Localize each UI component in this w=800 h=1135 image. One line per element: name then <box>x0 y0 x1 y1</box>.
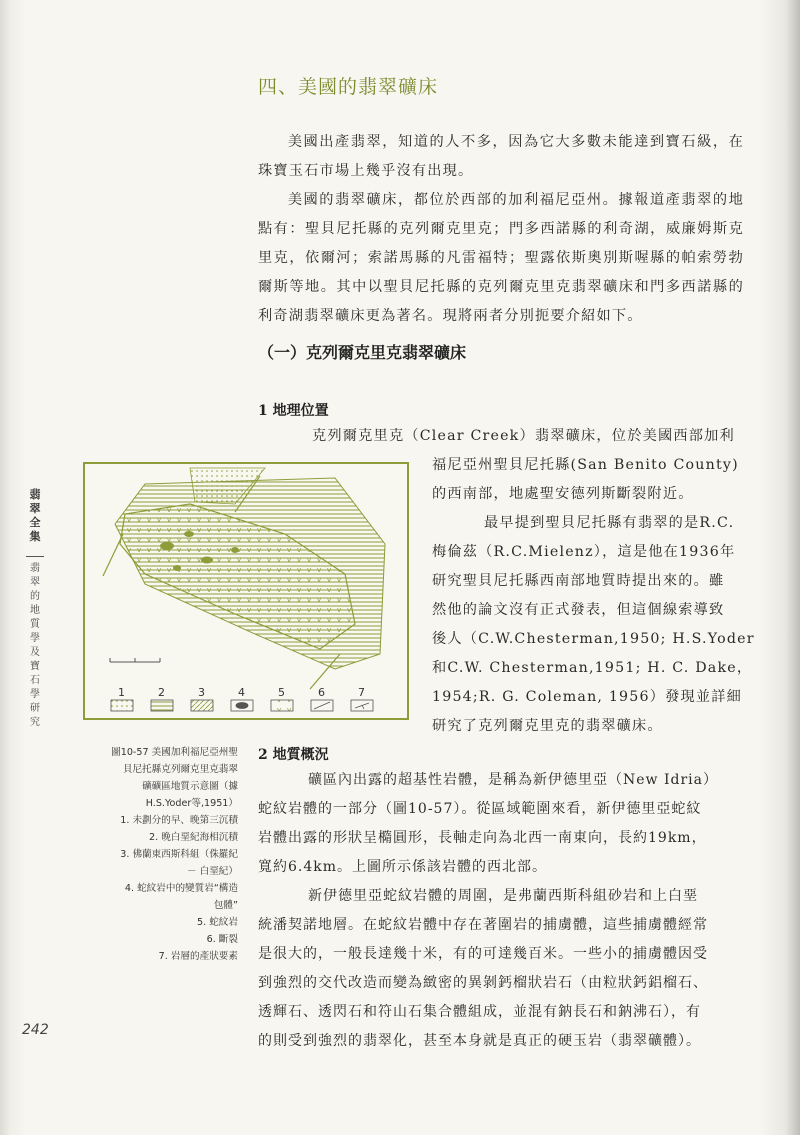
text-line: 到強烈的交代改造而變為緻密的異剝鈣榴狀岩石（由粒狀鈣鋁榴石、 <box>258 975 708 991</box>
caption-line: 2. 晚白堊紀海相沉積 <box>149 832 238 843</box>
legend <box>111 700 373 711</box>
text-line: 最早提到聖貝尼托縣有翡翠的是R.C. <box>484 515 735 531</box>
caption-line: 1. 未劃分的早、晚第三沉積 <box>120 815 238 826</box>
caption-line: 4. 蛇紋岩中的變質岩“構造 <box>124 883 238 894</box>
page-number: 242 <box>22 1022 49 1038</box>
caption-line: 6. 斷裂 <box>206 934 238 945</box>
caption-line: 5. 蛇紋岩 <box>197 917 238 928</box>
legend-label-7: 7 <box>358 686 365 699</box>
side-book-title: 翡翠全集 <box>29 488 41 543</box>
text-line: 和C.W. Chesterman,1951; H. C. Dake， <box>432 660 753 676</box>
text-line: 是很大的，一般長達幾十米，有的可達幾百米。一些小的捕虜體因受 <box>258 946 708 962</box>
text-line: 研究聖貝尼托縣西南部地質時提出來的。雖 <box>432 573 725 589</box>
location-text-narrow <box>432 451 755 741</box>
text-line: 梅倫茲（R.C.Mielenz），這是他在1936年 <box>432 544 736 560</box>
caption-line: 礦礦區地質示意圖（據 <box>142 781 238 792</box>
text-line: 克列爾克里克（Clear Creek）翡翠礦床，位於美國西部加利 <box>312 428 735 444</box>
legend-label-2: 2 <box>158 686 165 699</box>
caption-line: 7. 岩層的產狀要素 <box>158 951 238 962</box>
caption-line: － 白堊紀） <box>186 866 238 877</box>
geologic-map-svg <box>85 464 407 718</box>
text-line: 研究了克列爾克里克的翡翠礦床。 <box>432 718 663 734</box>
legend-label-3: 3 <box>198 686 205 699</box>
heading-location: 1 地理位置 <box>258 403 329 419</box>
heading-geology: 2 地質概況 <box>258 747 329 763</box>
geologic-map-figure <box>83 462 409 720</box>
location-text <box>258 422 735 451</box>
text-line: 然他的論文沒有正式發表，但這個線索導致 <box>432 602 725 618</box>
caption-line: H.S.Yoder等,1951） <box>145 798 238 809</box>
caption-line: 3. 佛蘭東西斯科組（侏羅紀 <box>120 849 238 860</box>
text-line: 透輝石、透閃石和符山石集合體組成，並混有鈉長石和鈉沸石），有 <box>258 1004 701 1020</box>
legend-labels <box>85 686 407 700</box>
figure-caption <box>78 744 238 965</box>
side-divider <box>26 556 44 557</box>
caption-line: 貝尼托縣克列爾克里克翡翠 <box>122 764 238 775</box>
text-line: 的西南部，地處聖安德列斯斷裂附近。 <box>432 486 694 502</box>
intro-paragraph-1: 美國出產翡翠，知道的人不多，因為它大多數未能達到寶石級，在珠寶玉石市場上幾乎沒有出現。 <box>258 134 744 179</box>
text-line: 的則受到強烈的翡翠化，甚至本身就是真正的硬玉岩（翡翠礦體）。 <box>258 1033 701 1049</box>
text-line: 統潘契諾地層。在蛇紋岩體中存在著圍岩的捕虜體，這些捕虜體經常 <box>258 917 708 933</box>
caption-line: 圖10-57 美國加利福尼亞州聖 <box>111 747 238 758</box>
text-line: 1954;R. G. Coleman, 1956）發現並詳細 <box>432 689 743 705</box>
text-line: 後人（C.W.Chesterman,1950; H.S.Yoder <box>432 631 755 647</box>
legend-label-4: 4 <box>238 686 245 699</box>
text-line: 寬約6.4km。上圖所示係該岩體的西北部。 <box>258 859 548 875</box>
scale-bar <box>110 658 160 662</box>
text-line: 新伊德里亞蛇紋岩體的周圍，是弗蘭西斯科組砂岩和上白堊 <box>308 888 698 904</box>
side-chapter-title: 翡翠的地質學及寶石學研究 <box>30 563 40 728</box>
legend-label-1: 1 <box>118 686 125 699</box>
text-line: 蛇紋岩體的一部分（圖10-57）。從區域範圍來看，新伊德里亞蛇紋 <box>258 801 702 817</box>
subsection-title: （一）克列爾克里克翡翠礦床 <box>258 343 467 362</box>
legend-label-6: 6 <box>318 686 325 699</box>
geology-text <box>258 766 718 1056</box>
text-line: 福尼亞州聖貝尼托縣(San Benito County) <box>432 457 739 473</box>
caption-line: 包體” <box>213 900 238 911</box>
text-line: 礦區內出露的超基性岩體，是稱為新伊德里亞（New Idria） <box>308 772 718 788</box>
legend-label-5: 5 <box>278 686 285 699</box>
section-title: 四、美國的翡翠礦床 <box>258 76 439 98</box>
text-line: 岩體出露的形狀呈橢圓形，長軸走向為北西一南東向，長約19km， <box>258 830 707 846</box>
intro-paragraph-2: 美國的翡翠礦床，都位於西部的加利福尼亞州。據報道產翡翠的地點有：聖貝尼托縣的克列爾克里克；門多西諾縣的利奇湖，威廉姆斯克里克，依爾河；索諾馬縣的凡雷福特；聖露依斯奧別斯喔縣的帕索勞勃爾斯等地。其中以聖貝尼托縣的克列爾克里克翡翠礦床和門多西諾縣的利奇湖翡翠礦床更為著名。現將兩者分別扼要介紹如下。 <box>258 192 744 324</box>
